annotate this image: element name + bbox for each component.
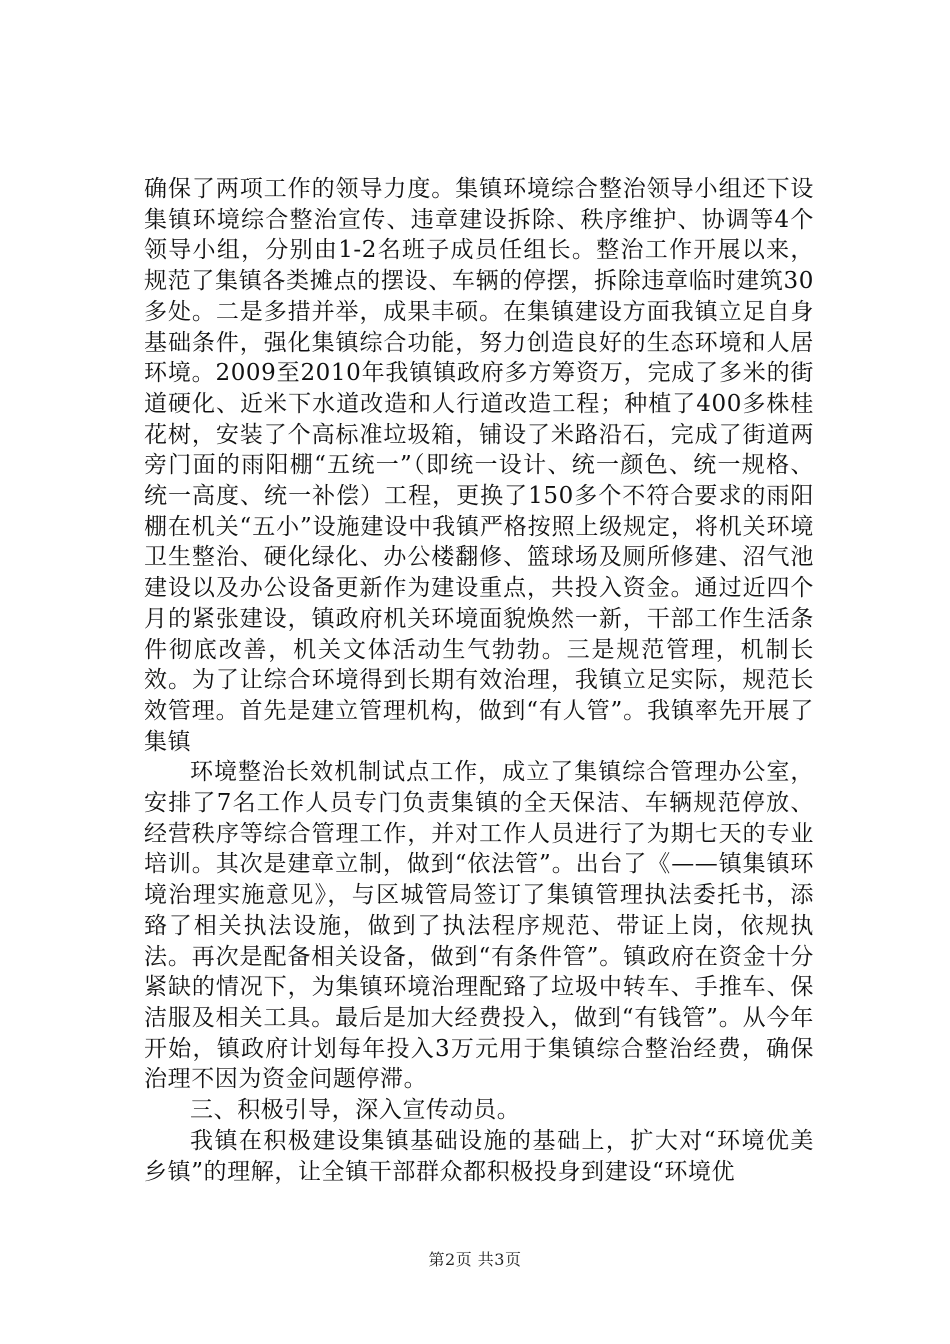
paragraph-1: 确保了两项工作的领导力度。集镇环境综合整治领导小组还下设集镇环境综合整治宣传、违章建设拆除、秩序维护、协调等4个领导小组，分别由1-2名班子成员任组长。整治工作开展以来，规范了集镇各类摊点的摆设、车辆的停摆，拆除违章临时建筑30多处。二是多措并举，成果丰硕。在集镇建设方面我镇立足自身基础条件，强化集镇综合功能，努力创造良好的生态环境和人居环境。2009至2010年我镇镇政府多方筹资万，完成了多米的街道硬化、近米下水道改造和人行道改造工程；种植了400多株桂花树，安装了个高标准垃圾箱，铺设了米路沿石，完成了街道两旁门面的雨阳棚“五统一”（即统一设计、统一颜色、统一规格、统一高度、统一补偿）工程，更换了150多个不符合要求的雨阳棚在机关“五小”设施建设中我镇严格按照上级规定，将机关环境卫生整治、硬化绿化、办公楼翻修、篮球场及厕所修建、沼气池建设以及办公设备更新作为建设重点，共投入资金。通过近四个月的紧张建设，镇政府机关环境面貌焕然一新，干部工作生活条件彻底改善，机关文体活动生气勃勃。三是规范管理，机制长效。为了让综合环境得到长期有效治理，我镇立足实际，规范长效管理。首先是建立管理机构，做到“有人管”。我镇率先开展了集镇: [144, 176, 814, 755]
document-body: [144, 174, 814, 1187]
page-number-footer: 第2页 共3页: [428, 1250, 522, 1269]
section-heading: 三、积极引导，深入宣传动员。: [190, 1097, 521, 1124]
paragraph-3: 我镇在积极建设集镇基础设施的基础上，扩大对“环境优美乡镇”的理解，让全镇干部群众都积极投身到建设“环境优: [144, 1127, 814, 1185]
paragraph-2: 环境整治长效机制试点工作，成立了集镇综合管理办公室，安排了7名工作人员专门负责集镇的全天保洁、车辆规范停放、经营秩序等综合管理工作，并对工作人员进行了为期七天的专业培训。其次是建章立制，做到“依法管”。出台了《——镇集镇环境治理实施意见》，与区城管局签订了集镇管理执法委托书，添臵了相关执法设施，做到了执法程序规范、带证上岗，依规执法。再次是配备相关设备，做到“有条件管”。镇政府在资金十分紧缺的情况下，为集镇环境治理配臵了垃圾中转车、手推车、保洁服及相关工具。最后是加大经费投入，做到“有钱管”。从今年开始，镇政府计划每年投入3万元用于集镇综合整治经费，确保治理不因为资金问题停滞。: [144, 759, 814, 1093]
